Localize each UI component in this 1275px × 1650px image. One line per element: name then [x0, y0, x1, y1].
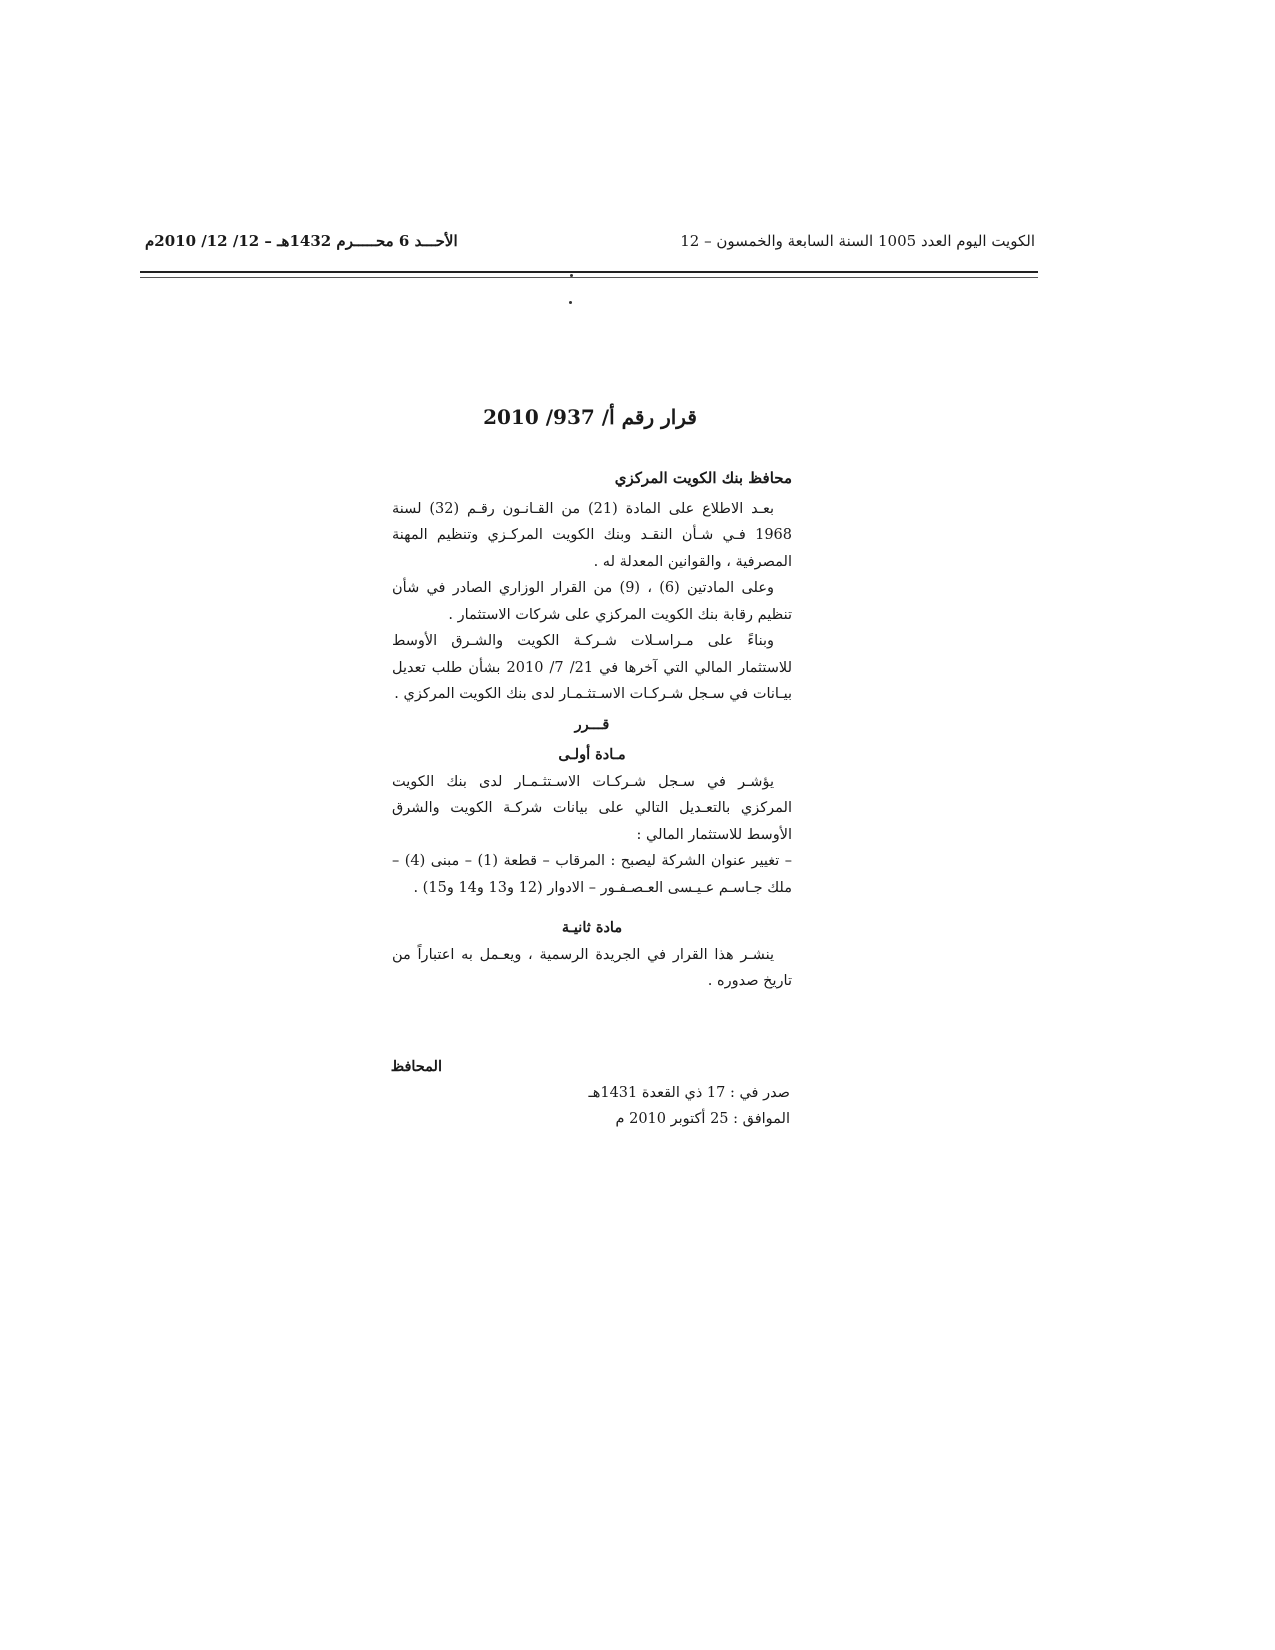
article-1-item: – تغيير عنوان الشركة ليصبح : المرقاب – قطعة (1) – مبنى (4) – ملك جـاسـم عـيـسى العـصـفـور – الادوار (12 و13 و14 و15) .	[392, 853, 792, 896]
signer-title: المحافظ	[390, 1058, 442, 1075]
article-1-text: يؤشـر في سـجل شـركـات الاسـتثـمـار لدى بنك الكويت المركزي بالتعـديل التالي على بيانات شركـة الكويت والشرق الأوسط للاستثمار المالي :	[392, 773, 792, 843]
header-rule-thick	[140, 271, 1038, 273]
header-rule-thin	[140, 277, 1038, 278]
preamble-paragraph: وبناءً على مـراسـلات شـركـة الكويت والشـرق الأوسط للاستثمار المالي التي آخرها في 21/ 7/ 2010 بشأن طلب تعديل بيـانات في سـجل شـركـات الاسـتثـمـار لدى بنك الكويت المركزي .	[392, 633, 792, 702]
issued-gregorian-date: الموافق : 25 أكتوبر 2010 م	[615, 1111, 790, 1127]
header-issue-info: الكويت اليوم العدد 1005 السنة السابعة والخمسون – 12	[680, 232, 1035, 250]
article-2-text: ينشـر هذا القرار في الجريدة الرسمية ، ويعـمل به اعتباراً من تاريخ صدوره .	[392, 946, 792, 989]
article-1-heading: مـادة أولـى	[558, 746, 626, 763]
issued-hijri-date: صدر في : 17 ذي القعدة 1431هـ	[588, 1085, 790, 1101]
issue-dates	[560, 1080, 790, 1132]
article-2-heading: مادة ثانيـة	[561, 919, 623, 936]
decree-title: قرار رقم أ/ 937/ 2010	[483, 405, 697, 429]
spacer	[392, 901, 792, 911]
scan-speck	[569, 301, 572, 304]
scan-speck	[570, 274, 573, 277]
preamble-paragraph: بعـد الاطلاع على المادة (21) من القـانـون رقـم (32) لسنة 1968 فـي شـأن النقـد وبنك الكويت المركـزي وتنظيم المهنة المصرفية ، والقوانين المعدلة له .	[392, 500, 792, 570]
header-date: الأحـــد 6 محـــــرم 1432هـ – 12/ 12/ 2010م	[145, 232, 458, 250]
decision-word: قـــرر	[574, 715, 610, 733]
decree-body	[392, 465, 792, 995]
issuing-authority: محافظ بنك الكويت المركزي	[614, 469, 792, 487]
preamble-paragraph: وعلى المادتين (6) ، (9) من القرار الوزاري الصادر في شأن تنظيم رقابة بنك الكويت المركزي على شركات الاستثمار .	[392, 580, 792, 623]
